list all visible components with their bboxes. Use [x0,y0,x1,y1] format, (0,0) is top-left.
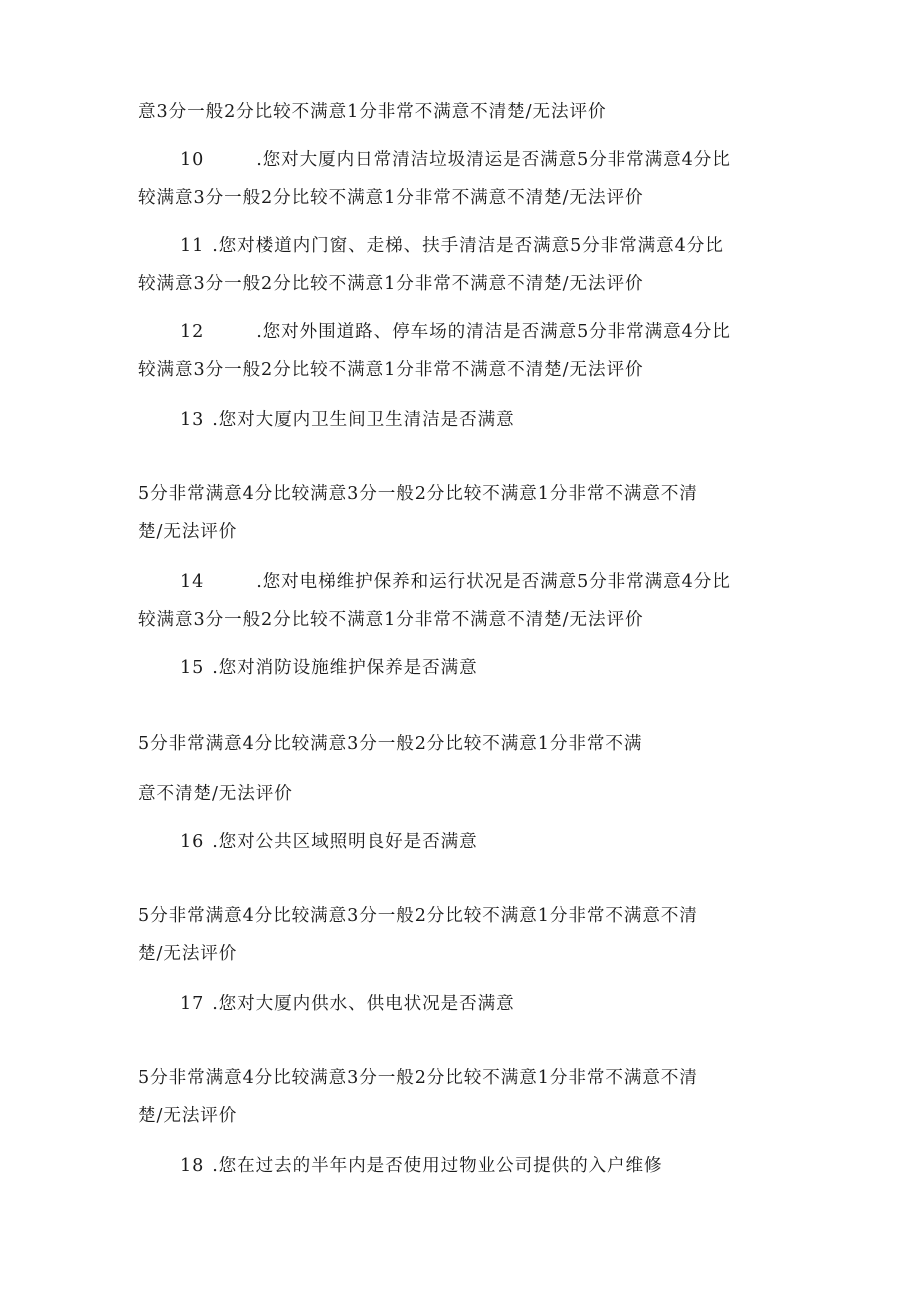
text-line [138,358,643,382]
line-text: 5分非常满意4分比较满意3分一般2分比较不满意1分非常不满意不清 [138,484,698,504]
question-15-line [180,656,478,680]
question-11-line [180,234,724,258]
question-number: 17 [180,994,205,1014]
text-line [138,482,698,506]
question-number: 18 [180,1156,205,1176]
question-text: .您对消防设施维护保养是否满意 [212,658,478,678]
text-line [138,942,237,966]
question-text: .您对大厦内卫生间卫生清洁是否满意 [212,410,515,430]
line-text: 楚/无法评价 [138,1106,238,1126]
question-17-line [180,992,515,1016]
question-number: 11 [180,236,205,256]
text-line [138,1104,237,1128]
line-text: 5分非常满意4分比较满意3分一般2分比较不满意1分非常不满意不清 [138,1068,698,1088]
question-text: .您在过去的半年内是否使用过物业公司提供的入户维修 [212,1156,663,1176]
question-text: .您对电梯维护保养和运行状况是否满意5分非常满意4分比 [256,572,731,592]
question-10-line [180,148,731,172]
line-text: 较满意3分一般2分比较不满意1分非常不满意不清楚/无法评价 [138,610,644,630]
question-text: .您对外围道路、停车场的清洁是否满意5分非常满意4分比 [256,322,731,342]
line-text: 较满意3分一般2分比较不满意1分非常不满意不清楚/无法评价 [138,274,644,294]
question-number: 15 [180,658,205,678]
line-text: 较满意3分一般2分比较不满意1分非常不满意不清楚/无法评价 [138,360,644,380]
question-18-line [180,1154,663,1178]
question-number: 16 [180,832,205,852]
line-text: 较满意3分一般2分比较不满意1分非常不满意不清楚/无法评价 [138,188,644,208]
text-line [138,520,237,544]
question-14-line [180,570,731,594]
text-line [138,732,642,756]
line-text: 意不清楚/无法评价 [138,784,293,804]
question-number: 12 [180,322,205,342]
question-text: .您对大厦内供水、供电状况是否满意 [212,994,515,1014]
line-text: 意3分一般2分比较不满意1分非常不满意不清楚/无法评价 [138,102,607,122]
text-line [138,100,606,124]
question-number: 13 [180,410,205,430]
line-text: 楚/无法评价 [138,522,238,542]
question-12-line [180,320,731,344]
text-line [138,186,643,210]
question-text: .您对公共区域照明良好是否满意 [212,832,478,852]
text-line [138,608,643,632]
question-number: 14 [180,572,205,592]
text-line [138,782,293,806]
question-text: .您对大厦内日常清洁垃圾清运是否满意5分非常满意4分比 [256,150,731,170]
line-text: 楚/无法评价 [138,944,238,964]
question-number: 10 [180,150,205,170]
text-line [138,1066,698,1090]
line-text: 5分非常满意4分比较满意3分一般2分比较不满意1分非常不满意不清 [138,906,698,926]
question-16-line [180,830,478,854]
line-text: 5分非常满意4分比较满意3分一般2分比较不满意1分非常不满 [138,734,643,754]
text-line [138,904,698,928]
text-line [138,272,643,296]
question-13-line [180,408,515,432]
question-text: .您对楼道内门窗、走梯、扶手清洁是否满意5分非常满意4分比 [212,236,724,256]
